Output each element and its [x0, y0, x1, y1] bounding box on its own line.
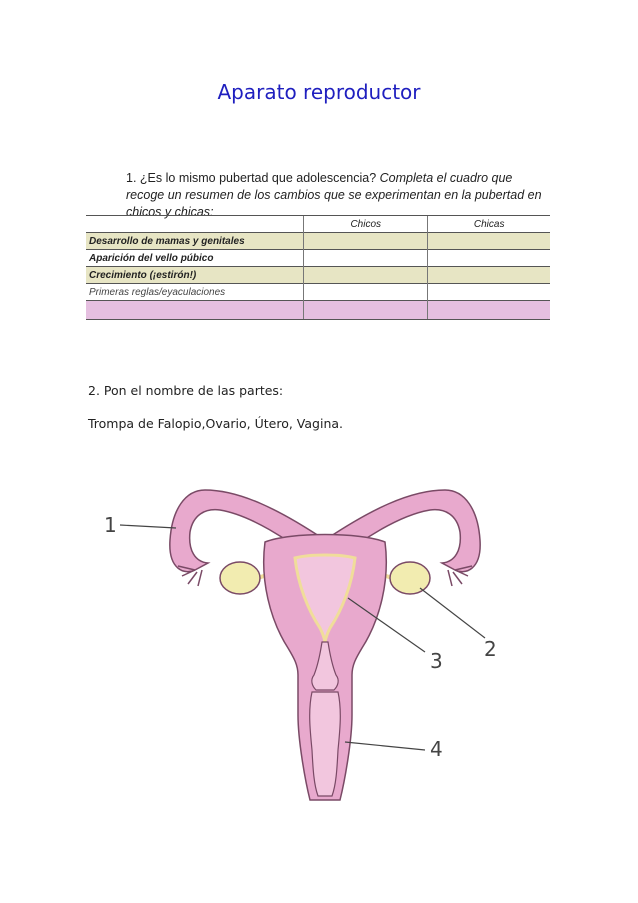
- cell-chicas[interactable]: [428, 284, 550, 301]
- table-header-row: [86, 216, 550, 233]
- question-1-lead: ¿Es lo mismo pubertad que adolescencia?: [139, 171, 377, 185]
- table-row: [86, 267, 550, 284]
- label-4: 4: [430, 737, 443, 761]
- table-header-empty: [86, 216, 304, 233]
- cell-chicos[interactable]: [304, 284, 428, 301]
- right-ovary: [390, 562, 430, 594]
- table-header-chicas: Chicas: [428, 216, 550, 233]
- label-3: 3: [430, 649, 443, 673]
- table-row: [86, 233, 550, 250]
- leader-line-1: [120, 525, 176, 528]
- page-title: Aparato reproductor: [217, 80, 421, 104]
- row-label: Crecimiento (¡estirón!): [86, 267, 304, 284]
- table-row: [86, 301, 550, 320]
- question-1: [126, 170, 546, 221]
- table-row: [86, 284, 550, 301]
- cell-chicos[interactable]: [304, 301, 428, 320]
- cell-chicos[interactable]: [304, 267, 428, 284]
- label-2: 2: [484, 637, 497, 661]
- row-label: Desarrollo de mamas y genitales: [86, 233, 304, 250]
- leader-line-4: [345, 742, 425, 750]
- cell-chicas[interactable]: [428, 233, 550, 250]
- row-label: Primeras reglas/eyaculaciones: [86, 284, 304, 301]
- table-header-chicos: Chicos: [304, 216, 428, 233]
- table-row: [86, 250, 550, 267]
- cell-chicas[interactable]: [428, 267, 550, 284]
- cell-chicos[interactable]: [304, 233, 428, 250]
- question-1-instructions: Completa el cuadro que recoge un resumen de los cambios que se experimentan en la pubertad en chicos y chicas:: [126, 171, 542, 219]
- leader-line-2: [420, 588, 485, 638]
- reproductive-system-diagram: [90, 470, 560, 840]
- left-ovary: [220, 562, 260, 594]
- question-2-prompt: 2. Pon el nombre de las partes:: [88, 383, 284, 398]
- row-label: Aparición del vello púbico: [86, 250, 304, 267]
- question-1-number: 1.: [126, 171, 137, 185]
- puberty-changes-table: [86, 215, 550, 320]
- cell-chicas[interactable]: [428, 250, 550, 267]
- question-2-options: Trompa de Falopio,Ovario, Útero, Vagina.: [88, 416, 344, 431]
- cell-chicas[interactable]: [428, 301, 550, 320]
- row-label: [86, 301, 304, 320]
- vagina: [310, 692, 341, 796]
- label-1: 1: [104, 513, 117, 537]
- cell-chicos[interactable]: [304, 250, 428, 267]
